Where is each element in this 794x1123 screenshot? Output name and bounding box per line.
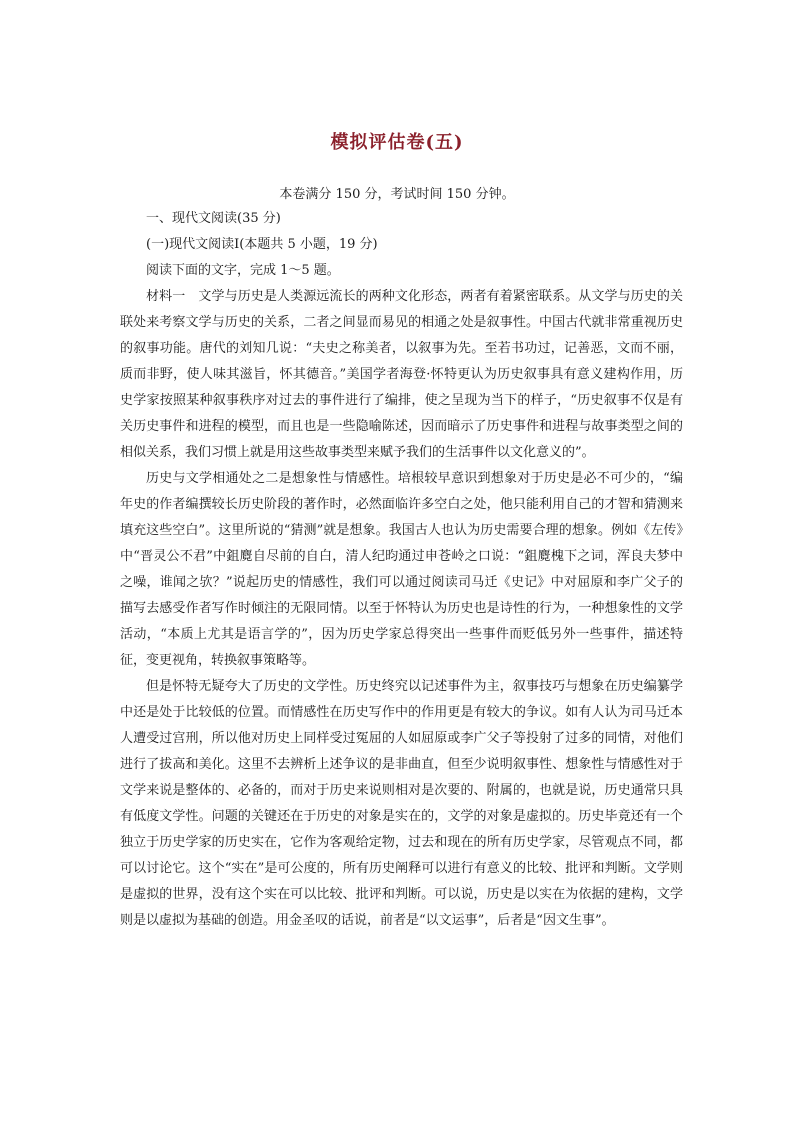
exam-title: 模拟评估卷(五) (330, 132, 464, 153)
paragraph-imagination: 历史与文学相通处之二是想象性与情感性。培根较早意识到想象对于历史是必不可少的，“编年史的作者编撰较长历史阶段的著作时，必然面临许多空白之处，他只能利用自己的才智和猜测来填充这些空白”。这里所说的“猜测”就是想象。我国古人也认为历史需要合理的想象。例如《左传》中“晋灵公不君”中鉏麑自尽前的自白，清人纪昀通过申苍岭之口说：“鉏麑槐下之词，浑良夫梦中之噪，谁闻之欤？”说起历史的情感性，我们可以通过阅读司马迁《史记》中对屈原和李广父子的描写去感受作者写作时倾注的无限同情。以至于怀特认为历史也是诗性的行为，一种想象性的文学活动，“本质上尤其是语言学的”，因为历史学家总得突出一些事件而贬低另外一些事件，描述特征，变更视角，转换叙事策略等。 (120, 471, 683, 668)
subsection-heading: (一)现代文阅读Ⅰ(本题共 5 小题，19 分) (146, 237, 378, 252)
paragraph-literariness: 但是怀特无疑夸大了历史的文学性。历史终究以记述事件为主，叙事技巧与想象在历史编纂学中还是处于比较低的位置。而情感性在历史写作中的作用更是有较大的争议。如有人认为司马迁本人遭受过宫刑，所以他对历史上同样受过冤屈的人如屈原或李广父子等投射了过多的同情，对他们进行了拔高和美化。这里不去辨析上述争议的是非曲直，但至少说明叙事性、想象性与情感性对于文学来说是整体的、必备的，而对于历史来说则相对是次要的、附属的，也就是说，历史通常只具有低度文学性。问题的关键还在于历史的对象是实在的，文学的对象是虚拟的。历史毕竟还有一个独立于历史学家的历史实在，它作为客观给定物，过去和现在的所有历史学家，尽管观点不同，都可以讨论它。这个“实在”是可公度的，所有历史阐释可以进行有意义的比较、批评和判断。文学则是虚拟的世界，没有这个实在可以比较、批评和判断。可以说，历史是以实在为依据的建构，文学则是以虚拟为基础的创造。用金圣叹的话说，前者是“以文运事”，后者是“因文生事”。 (120, 679, 683, 928)
section-heading: 一、现代文阅读(35 分) (146, 211, 281, 226)
document-body (120, 206, 683, 934)
instruction-text: 阅读下面的文字，完成 1～5 题。 (146, 263, 340, 278)
exam-info: 本卷满分 150 分，考试时间 150 分钟。 (279, 187, 515, 202)
paragraph-material-one: 材料一 文学与历史是人类源远流长的两种文化形态，两者有着紧密联系。从文学与历史的关联处来考察文学与历史的关系，二者之间显而易见的相通之处是叙事性。中国古代就非常重视历史的叙事功能。唐代的刘知几说：“夫史之称美者，以叙事为先。至若书功过，记善恶，文而不丽，质而非野，使人味其滋旨，怀其德音。”美国学者海登·怀特更认为历史叙事具有意义建构作用，历史学家按照某种叙事秩序对过去的事件进行了编排，使之呈现为当下的样子，“历史叙事不仅是有关历史事件和进程的模型，而且也是一些隐喻陈述，因而暗示了历史事件和进程与故事类型之间的相似关系，我们习惯上就是用这些故事类型来赋予我们的生活事件以文化意义的”。 (120, 289, 683, 460)
